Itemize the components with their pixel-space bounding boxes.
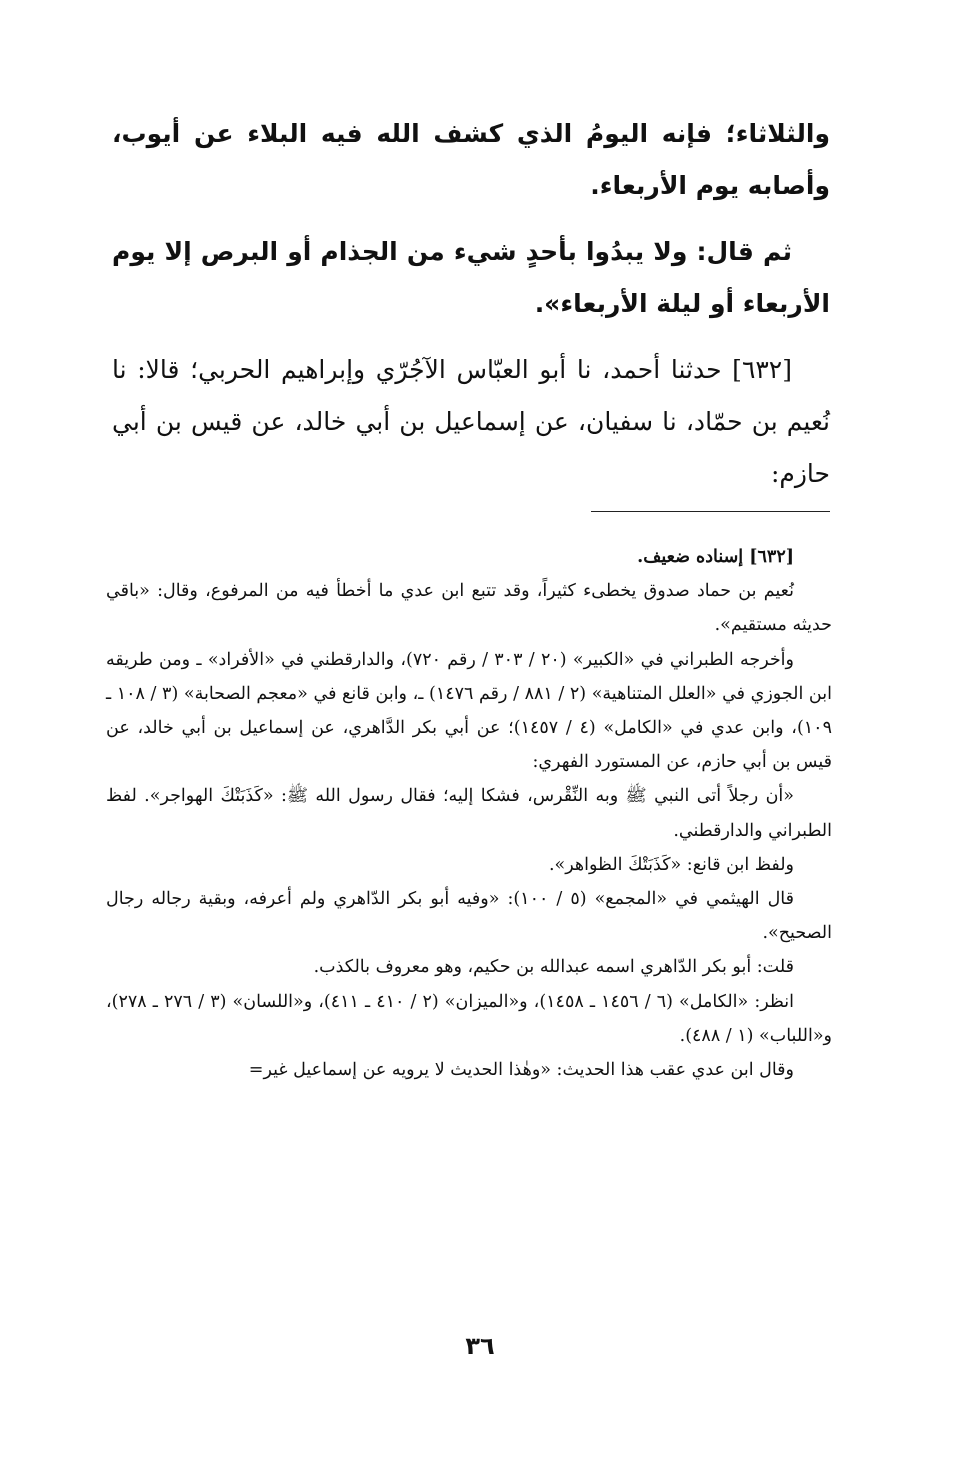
footnote-paragraph: وأخرجه الطبراني في «الكبير» (٢٠ / ٣٠٣ / رقم ٧٢٠)، والدارقطني في «الأفراد» ـ ومن طريقه ابن الجوزي في «العلل المتناهية» (٢ / ٨٨١ / رقم ١٤٧٦) ـ، وابن قانع في «معجم الصحابة» (٣ / ١٠٨ ـ ١٠٩)، وابن عدي في «الكامل» (٤ / ١٤٥٧)؛ عن أبي بكر الدَّاهري، عن إسماعيل بن أبي خالد، عن قيس بن أبي حازم، عن المستورد الفهري: bbox=[106, 649, 832, 773]
footnotes bbox=[106, 540, 832, 1087]
hadith-chain-paragraph: [٦٣٢] حدثنا أحمد، نا أبو العبّاس الآجُرّي وإبراهيم الحربي؛ قالا: نا نُعيم بن حمّاد، نا سفيان، عن إسماعيل بن أبي خالد، عن قيس بن أبي حازم: bbox=[112, 355, 830, 488]
footnote-paragraph: نُعيم بن حماد صدوق يخطىء كثيراً، وقد تتبع ابن عدي ما أخطأ فيه من المرفوع، وقال: «باقي حديثه مستقيم». bbox=[106, 581, 832, 636]
footnote-paragraph: قلت: أبو بكر الدّاهري اسمه عبدالله بن حكيم، وهو معروف بالكذب. bbox=[313, 957, 794, 978]
footnote-paragraph: انظر: «الكامل» (٦ / ١٤٥٦ ـ ١٤٥٨)، و«الميزان» (٢ / ٤١٠ ـ ٤١١)، و«اللسان» (٣ / ٢٧٦ ـ ٢٧٨)، و«اللباب» (١ / ٤٨٨). bbox=[106, 991, 832, 1046]
main-paragraph: ثم قال: ولا يبدُوا بأحدٍ شيء من الجذام أو البرص إلا يوم الأربعاء أو ليلة الأربعاء». bbox=[112, 237, 830, 318]
main-text bbox=[112, 108, 830, 514]
page-number: ٣٦ bbox=[465, 1332, 495, 1360]
footnote-paragraph: قال الهيثمي في «المجمع» (٥ / ١٠٠): «وفيه أبو بكر الدّاهري ولم أعرفه، وبقية رجاله رجال الصحيح». bbox=[106, 889, 832, 944]
footnote-paragraph: وقال ابن عدي عقب هذا الحديث: «وهٰذا الحديث لا يرويه عن إسماعيل غير= bbox=[248, 1060, 794, 1081]
footnote-paragraph: ولفظ ابن قانع: «كَذَبَتْكَ الظواهر». bbox=[548, 854, 794, 875]
footnote-separator bbox=[591, 511, 830, 512]
footnote-paragraph: «أن رجلاً أتى النبي ﷺ وبه النِّقْرس، فشكا إليه؛ فقال رسول الله ﷺ: «كَذَبَتْكَ الهواجر». لفظ الطبراني والدارقطني. bbox=[106, 786, 832, 841]
footnote-heading: [٦٣٢] إسناده ضعيف. bbox=[637, 547, 794, 567]
main-paragraph: والثلاثاء؛ فإنه اليومُ الذي كشف الله فيه البلاء عن أيوب، وأصابه يوم الأربعاء. bbox=[112, 119, 830, 200]
